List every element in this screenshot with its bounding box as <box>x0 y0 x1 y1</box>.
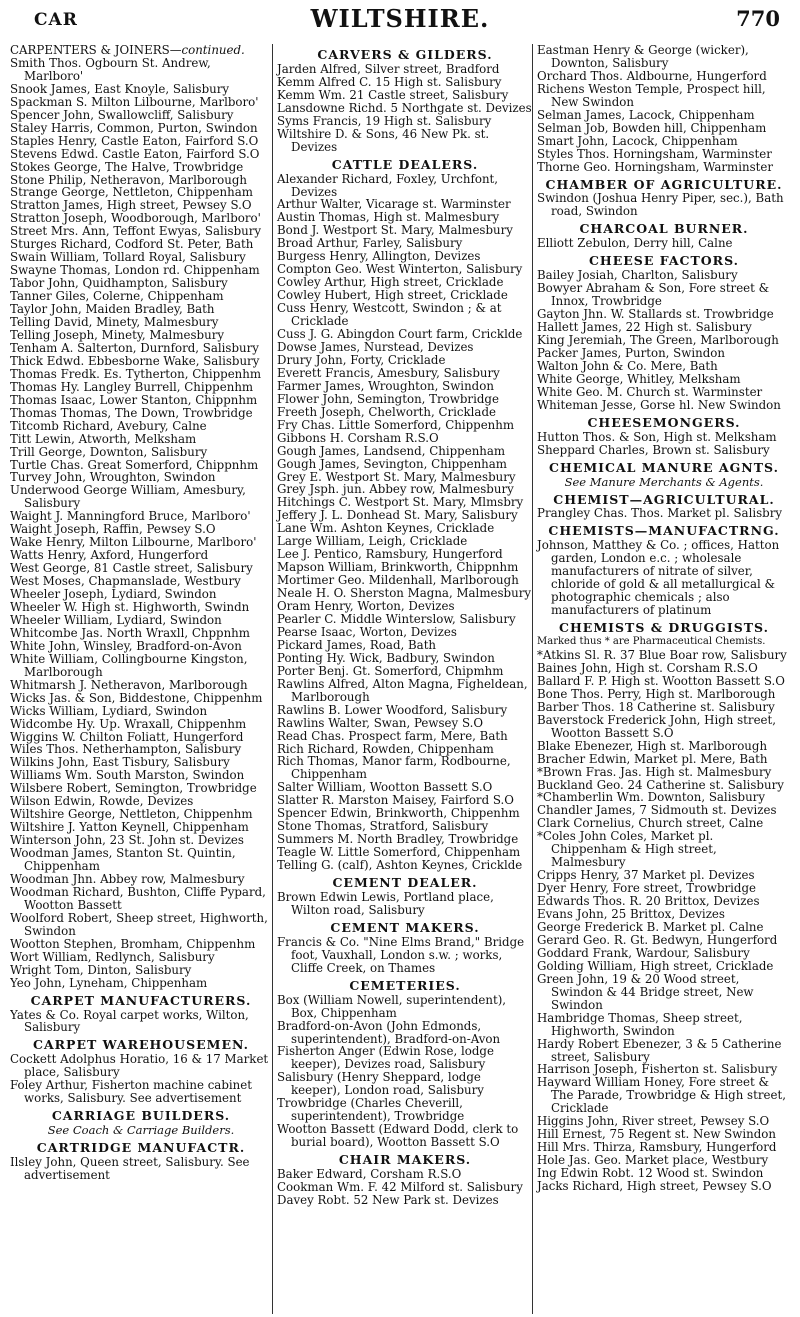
directory-entry: Hill Mrs. Thirza, Ramsbury, Hungerford <box>537 1140 777 1155</box>
directory-entry: Broad Arthur, Farley, Salisbury <box>277 236 463 251</box>
directory-entry: Rawlins Walter, Swan, Pewsey S.O <box>277 715 484 730</box>
directory-entry: Hallett James, 22 High st. Salisbury <box>537 320 752 335</box>
directory-entry: Salisbury (Henry Sheppard, lodge keeper), London road, Salisbury <box>277 1070 484 1098</box>
directory-entry: Wilsbere Robert, Semington, Trowbridge <box>10 781 257 796</box>
directory-entry: Woodman James, Stanton St. Quintin, Chippenham <box>10 846 236 874</box>
directory-entry: Prangley Chas. Thos. Market pl. Salisbry <box>537 506 783 521</box>
directory-entry: Alexander Richard, Foxley, Urchfont, Devizes <box>277 171 499 199</box>
directory-entry: Widcombe Hy. Up. Wraxall, Chippenhm <box>10 716 247 731</box>
directory-entry: Neale H. O. Sherston Magna, Malmesbury <box>277 586 532 601</box>
directory-entry: Wilson Edwin, Rowde, Devizes <box>10 794 194 809</box>
directory-entry: Goddard Frank, Wardour, Salisbury <box>537 945 750 960</box>
directory-entry: Wheeler William, Lydiard, Swindon <box>10 612 222 627</box>
directory-entry: Gough James, Landsend, Chippenham <box>277 443 506 458</box>
directory-entry: Hardy Robert Ebenezer, 3 & 5 Catherine street, Salisbury <box>537 1036 782 1064</box>
section-heading: CHEMISTS—MANUFACTRNG. <box>548 523 780 539</box>
directory-entry: Thomas Thomas, The Down, Trowbridge <box>10 405 253 420</box>
directory-entry: Cowley Hubert, High street, Cricklade <box>277 288 508 303</box>
directory-entry: Baker Edward, Corsham R.S.O <box>277 1167 462 1182</box>
directory-entry: Selman Job, Bowden hill, Chippenham <box>537 120 767 135</box>
directory-entry: Whitcombe Jas. North Wraxll, Chppnhm <box>10 625 250 640</box>
directory-entry: Fry Chas. Little Somerford, Chippenhm <box>277 417 515 432</box>
directory-entry: White John, Winsley, Bradford-on-Avon <box>10 638 242 653</box>
directory-entry: Street Mrs. Ann, Teffont Ewyas, Salisbury <box>10 224 262 239</box>
directory-entry: Brown Edwin Lewis, Portland place, Wilton road, Salisbury <box>277 890 494 917</box>
directory-entry: Higgins John, River street, Pewsey S.O <box>537 1114 770 1129</box>
directory-entry: Underwood George William, Amesbury, Salisbury <box>10 483 246 511</box>
directory-entry: Large William, Leigh, Cricklade <box>277 534 468 549</box>
section-heading: CHAIR MAKERS. <box>338 1152 472 1168</box>
section-heading: CHAMBER OF AGRICULTURE. <box>545 176 783 192</box>
directory-entry: Grey E. Westport St. Mary, Malmesbury <box>277 469 516 484</box>
directory-entry: Walton John & Co. Mere, Bath <box>537 358 718 373</box>
directory-entry: Jacks Richard, High street, Pewsey S.O <box>537 1179 772 1194</box>
directory-entry: Stone Philip, Netheravon, Marlborough <box>10 172 247 187</box>
directory-entry: Gibbons H. Corsham R.S.O <box>277 430 439 445</box>
directory-entry: Wiggins W. Chilton Foliatt, Hungerford <box>10 729 244 744</box>
directory-entry: Thomas Isaac, Lower Stanton, Chippnhm <box>10 392 258 407</box>
directory-entry: Box (William Nowell, superintendent), Box, Chippenham <box>277 992 507 1020</box>
directory-entry: Wiltshire D. & Sons, 46 New Pk. st. Devizes <box>277 126 490 154</box>
directory-entry: Wilkins John, East Tisbury, Salisbury <box>10 755 230 770</box>
section-heading: CHEMISTS & DRUGGISTS. <box>559 620 769 636</box>
directory-entry: Yates & Co. Royal carpet works, Wilton, Salisbury <box>10 1007 249 1035</box>
directory-entry: Packer James, Purton, Swindon <box>537 345 725 360</box>
directory-entry: Blake Ebenezer, High st. Marlborough <box>537 738 768 753</box>
directory-entry: Summers M. North Bradley, Trowbridge <box>277 832 519 847</box>
directory-entry: White George, Whitley, Melksham <box>537 371 741 386</box>
directory-entry: Johnson, Matthey & Co. ; offices, Hatton garden, London e.c. ; wholesale manufacturers of nitrate of silver, chloride of gold & all metallurgical & photographic chemicals ; also manufacturers of platinum <box>537 538 780 618</box>
directory-entry: Farmer James, Wroughton, Swindon <box>277 378 494 393</box>
directory-entry: Lane Wm. Ashton Keynes, Cricklade <box>277 521 495 536</box>
section-heading: CARPET MANUFACTURERS. <box>30 992 252 1008</box>
directory-entry: King Jeremiah, The Green, Marlborough <box>537 333 779 348</box>
directory-entry: Wake Henry, Milton Lilbourne, Marlboro' <box>10 535 257 550</box>
section-heading: CEMETERIES. <box>349 977 461 993</box>
running-head-left: CAR <box>34 10 78 30</box>
directory-entry: Wicks William, Lydiard, Swindon <box>10 703 208 718</box>
directory-entry: Salter William, Wootton Bassett S.O <box>277 780 493 795</box>
directory-entry: Trowbridge (Charles Cheverill, superintendent), Trowbridge <box>277 1096 465 1124</box>
directory-entry: Freeth Joseph, Chelworth, Cricklade <box>277 404 496 419</box>
directory-entry: Tanner Giles, Colerne, Chippenham <box>10 289 224 304</box>
directory-entry: Bowyer Abraham & Son, Fore street & Innox, Trowbridge <box>537 281 770 309</box>
directory-entry: Baines John, High st. Corsham R.S.O <box>537 660 758 675</box>
directory-entry: Clark Cornelius, Church street, Calne <box>537 816 764 831</box>
directory-entry: *Brown Fras. Jas. High st. Malmesbury <box>537 764 772 779</box>
directory-entry: Cockett Adolphus Horatio, 16 & 17 Market place, Salisbury <box>10 1052 269 1080</box>
directory-entry: Green John, 19 & 20 Wood street, Swindon & 44 Bridge street, New Swindon <box>537 971 754 1012</box>
directory-entry: Dowse James, Nurstead, Devizes <box>277 339 474 354</box>
directory-entry: Wootton Stephen, Bromham, Chippenhm <box>10 936 256 951</box>
directory-entry: Staples Henry, Castle Eaton, Fairford S.O <box>10 133 259 148</box>
directory-entry: Everett Francis, Amesbury, Salisbury <box>277 365 500 380</box>
directory-entry: Smart John, Lacock, Chippenham <box>537 133 738 148</box>
directory-entry: Telling Joseph, Minety, Malmesbury <box>10 327 224 342</box>
directory-entry: Foley Arthur, Fisherton machine cabinet works, Salisbury. See advertisement <box>10 1078 252 1106</box>
directory-entry: Spackman S. Milton Lilbourne, Marlboro' <box>10 94 259 109</box>
directory-entry: Wootton Bassett (Edward Dodd, clerk to burial board), Wootton Bassett S.O <box>277 1122 519 1150</box>
directory-entry: Waight J. Manningford Bruce, Marlboro' <box>10 509 251 524</box>
directory-entry: Bond J. Westport St. Mary, Malmesbury <box>277 223 513 238</box>
section-heading: CHEESE FACTORS. <box>588 253 740 269</box>
directory-entry: White Geo. M. Church st. Warminster <box>537 384 763 399</box>
directory-entry: Cripps Henry, 37 Market pl. Devizes <box>537 868 755 883</box>
directory-entry: Swain William, Tollard Royal, Salisbury <box>10 250 246 265</box>
directory-entry: Wright Tom, Dinton, Salisbury <box>10 962 192 977</box>
directory-entry: Staley Harris, Common, Purton, Swindon <box>10 120 258 135</box>
directory-entry: Edwards Thos. R. 20 Brittox, Devizes <box>537 894 760 909</box>
directory-entry: Watts Henry, Axford, Hungerford <box>10 548 209 563</box>
directory-entry: Thomas Hy. Langley Burrell, Chippenhm <box>10 379 254 394</box>
directory-entry: Waight Joseph, Raffin, Pewsey S.O <box>10 522 216 537</box>
directory-entry: Wheeler Joseph, Lydiard, Swindon <box>10 587 217 602</box>
directory-entry: Woodman Richard, Bushton, Cliffe Pypard, Wootton Bassett <box>10 884 266 912</box>
directory-entry: Kemm Alfred C. 15 High st. Salisbury <box>277 74 502 89</box>
directory-entry: Eastman Henry & George (wicker), Downton, Salisbury <box>537 44 749 70</box>
directory-entry: Elliott Zebulon, Derry hill, Calne <box>537 236 733 251</box>
directory-entry: Harrison Joseph, Fisherton st. Salisbury <box>537 1062 778 1077</box>
directory-entry: Drury John, Forty, Cricklade <box>277 352 446 367</box>
directory-entry: Stevens Edwd. Castle Eaton, Fairford S.O <box>10 146 260 161</box>
directory-entry: Spencer Edwin, Brinkworth, Chippenhm <box>277 806 520 821</box>
directory-entry: Titt Lewin, Atworth, Melksham <box>10 431 197 446</box>
directory-entry: Swindon (Joshua Henry Piper, sec.), Bath road, Swindon <box>537 191 784 219</box>
directory-entry: Slatter R. Marston Maisey, Fairford S.O <box>277 793 514 808</box>
directory-entry: Read Chas. Prospect farm, Mere, Bath <box>277 728 508 743</box>
directory-entry: Bone Thos. Perry, High st. Marlborough <box>537 686 776 701</box>
directory-entry: Pearse Isaac, Worton, Devizes <box>277 624 457 639</box>
directory-entry: Dyer Henry, Fore street, Trowbridge <box>537 881 757 896</box>
directory-entry: Bradford-on-Avon (John Edmonds, superintendent), Bradford-on-Avon <box>277 1018 501 1046</box>
directory-entry: Bracher Edwin, Market pl. Mere, Bath <box>537 751 768 766</box>
directory-entry: Wheeler W. High st. Highworth, Swindn <box>10 599 250 614</box>
directory-entry: West George, 81 Castle street, Salisbury <box>10 561 253 576</box>
directory-entry: Thorne Geo. Horningsham, Warminster <box>537 159 774 174</box>
directory-entry: Sheppard Charles, Brown st. Salisbury <box>537 442 770 457</box>
directory-entry: Austin Thomas, High st. Malmesbury <box>277 210 500 225</box>
directory-entry: Woolford Robert, Sheep street, Highworth, Swindon <box>10 910 268 938</box>
section-heading: CEMENT MAKERS. <box>330 919 480 935</box>
directory-entry: Titcomb Richard, Avebury, Calne <box>10 418 207 433</box>
directory-entry: Rich Thomas, Manor farm, Rodbourne, Chippenham <box>277 754 511 782</box>
section-heading: CHEMIST—AGRICULTURAL. <box>553 491 775 507</box>
directory-entry: Bailey Josiah, Charlton, Salisbury <box>537 268 738 283</box>
directory-entry: White William, Collingbourne Kingston, Marlborough <box>10 651 248 679</box>
directory-entry: Snook James, East Knoyle, Salisbury <box>10 81 230 96</box>
section-note: Marked thus * are Pharmaceutical Chemists. <box>537 636 766 648</box>
directory-entry: *Atkins Sl. R. 37 Blue Boar row, Salisbury <box>537 647 787 662</box>
directory-entry: Tabor John, Quidhampton, Salisbury <box>10 276 228 291</box>
directory-entry: Lansdowne Richd. 5 Northgate st. Devizes <box>277 100 532 115</box>
directory-entry: Woodman Jhn. Abbey row, Malmesbury <box>10 872 245 886</box>
directory-entry: Teagle W. Little Somerford, Chippenham <box>277 845 521 860</box>
directory-entry: *Coles John Coles, Market pl. Chippenham & High street, Malmesbury <box>537 829 717 870</box>
directory-entry: Williams Wm. South Marston, Swindon <box>10 768 245 783</box>
section-heading: CARTRIDGE MANUFACTR. <box>36 1140 246 1156</box>
directory-entry: Davey Robt. 52 New Park st. Devizes <box>277 1192 499 1207</box>
directory-entry: West Moses, Chapmanslade, Westbury <box>10 574 241 589</box>
directory-entry: Chandler James, 7 Sidmouth st. Devizes <box>537 803 777 818</box>
directory-entry: Wiltshire J. Yatton Keynell, Chippenham <box>10 820 249 835</box>
directory-entry: Lee J. Pentico, Ramsbury, Hungerford <box>277 547 503 562</box>
directory-entry: Stratton Joseph, Woodborough, Marlboro' <box>10 211 261 226</box>
directory-entry: Selman James, Lacock, Chippenham <box>537 107 755 122</box>
directory-entry: Rawlins Alfred, Alton Magna, Figheldean, Marlborough <box>277 676 528 704</box>
directory-entry: Hambridge Thomas, Sheep street, Highworth, Swindon <box>537 1010 743 1038</box>
directory-entry: Oram Henry, Worton, Devizes <box>277 599 455 614</box>
directory-entry: Styles Thos. Horningsham, Warminster <box>537 146 772 161</box>
directory-entry: Cowley Arthur, High street, Cricklade <box>277 275 504 290</box>
directory-entry: George Frederick B. Market pl. Calne <box>537 920 764 934</box>
directory-entry: Cuss Henry, Westcott, Swindon ; & at Cricklade <box>277 301 502 329</box>
column-1 <box>10 44 272 1314</box>
directory-entry: Thick Edwd. Ebbesborne Wake, Salisbury <box>10 353 260 368</box>
directory-entry: Taylor John, Maiden Bradley, Bath <box>10 302 215 317</box>
directory-entry: Francis & Co. "Nine Elms Brand," Bridge foot, Vauxhall, London s.w. ; works, Cliffe Creek, on Thames <box>277 934 525 975</box>
directory-entry: Hayward William Honey, Fore street & The Parade, Trowbridge & High street, Cricklade <box>537 1075 786 1116</box>
directory-entry: Wort William, Redlynch, Salisbury <box>10 949 215 964</box>
directory-entry: Rawlins B. Lower Woodford, Salisbury <box>277 702 508 717</box>
directory-entry: Tenham A. Salterton, Durnford, Salisbury <box>10 340 259 355</box>
directory-entry: Whiteman Jesse, Gorse hl. New Swindon <box>537 397 781 412</box>
directory-entry: Baverstock Frederick John, High street, Wootton Bassett S.O <box>537 712 777 740</box>
directory-entry: Compton Geo. West Winterton, Salisbury <box>277 262 523 277</box>
directory-entry: Turvey John, Wroughton, Swindon <box>10 470 216 485</box>
directory-entry: Pearler C. Middle Winterslow, Salisbury <box>277 611 516 626</box>
directory-entry: Jeffery J. L. Donhead St. Mary, Salisbury <box>277 508 518 523</box>
directory-entry: Ponting Hy. Wick, Badbury, Swindon <box>277 650 495 665</box>
column-2 <box>272 44 533 1314</box>
page-title: WILTSHIRE. <box>310 4 490 33</box>
directory-entry: Gough James, Sevington, Chippenham <box>277 456 507 471</box>
cross-reference: See Manure Merchants & Agents. <box>564 474 764 489</box>
directory-entry: Flower John, Semington, Trowbridge <box>277 391 499 406</box>
directory-entry: Turtle Chas. Great Somerford, Chippnhm <box>10 457 259 472</box>
directory-entry: Cuss J. G. Abingdon Court farm, Cricklde <box>277 327 523 342</box>
continued-label: continued. <box>181 44 245 57</box>
directory-entry: Telling David, Minety, Malmesbury <box>10 315 219 330</box>
directory-entry: Thomas Fredk. Es. Tytherton, Chippenhm <box>10 366 262 381</box>
page-number: 770 <box>736 6 780 31</box>
section-heading: CHARCOAL BURNER. <box>579 221 749 237</box>
directory-entry: Arthur Walter, Vicarage st. Warminster <box>277 197 511 212</box>
directory-entry: Sturges Richard, Codford St. Peter, Bath <box>10 237 254 252</box>
section-heading: CARPET WAREHOUSEMEN. <box>33 1037 249 1053</box>
section-heading: CHEESEMONGERS. <box>587 414 741 430</box>
section-heading: CHEMICAL MANURE AGNTS. <box>549 459 779 475</box>
directory-entry: Ilsley John, Queen street, Salisbury. See advertisement <box>10 1155 250 1183</box>
directory-entry: Wiltshire George, Nettleton, Chippenhm <box>10 807 253 822</box>
directory-entry: Porter Benj. Gt. Somerford, Chipmhm <box>277 663 504 678</box>
directory-entry: Gerard Geo. R. Gt. Bedwyn, Hungerford <box>537 932 778 947</box>
page-header <box>0 0 800 44</box>
directory-entry: Burgess Henry, Allington, Devizes <box>277 249 481 264</box>
directory-entry: Syms Francis, 19 High st. Salisbury <box>277 113 492 128</box>
directory-entry: Jarden Alfred, Silver street, Bradford <box>277 61 500 76</box>
directory-entry: Evans John, 25 Brittox, Devizes <box>537 907 725 922</box>
directory-entry: Hitchings C. Westport St. Mary, Mlmsbry <box>277 495 524 510</box>
directory-entry: *Chamberlin Wm. Downton, Salisbury <box>537 790 765 805</box>
column-3 <box>532 44 791 1314</box>
directory-entry: Hole Jas. Geo. Market place, Westbury <box>537 1153 769 1168</box>
section-heading: CEMENT DEALER. <box>332 875 478 891</box>
directory-entry: Orchard Thos. Aldbourne, Hungerford <box>537 68 767 83</box>
directory-entry: Ballard F. P. High st. Wootton Bassett S.O <box>537 673 785 688</box>
directory-entry: Stratton James, High street, Pewsey S.O <box>10 198 252 213</box>
directory-entry: Grey Jsph. jun. Abbey row, Malmesbury <box>277 482 514 497</box>
cross-reference: See Coach & Carriage Builders. <box>47 1123 235 1138</box>
section-heading: CATTLE DEALERS. <box>331 156 479 172</box>
section-heading: CARVERS & GILDERS. <box>317 47 493 62</box>
directory-entry: Gayton Jhn. W. Stallards st. Trowbridge <box>537 307 774 322</box>
directory-entry: Ing Edwin Robt. 12 Wood st. Swindon <box>537 1166 764 1181</box>
directory-entry: Golding William, High street, Cricklade <box>537 958 774 973</box>
directory-entry: Wiles Thos. Netherhampton, Salisbury <box>10 742 242 757</box>
directory-entry: Buckland Geo. 24 Catherine st. Salisbury <box>537 777 784 792</box>
directory-entry: Winterson John, 23 St. John st. Devizes <box>10 833 244 848</box>
directory-entry: Stokes George, The Halve, Trowbridge <box>10 159 244 174</box>
directory-entry: Pickard James, Road, Bath <box>277 637 437 652</box>
directory-entry: Fisherton Anger (Edwin Rose, lodge keeper), Devizes road, Salisbury <box>277 1044 494 1072</box>
section-continued-heading <box>10 44 272 57</box>
directory-entry: Yeo John, Lyneham, Chippenham <box>10 975 208 990</box>
directory-entry: Whitmarsh J. Netheravon, Marlborough <box>10 677 248 692</box>
directory-entry: Trill George, Downton, Salisbury <box>10 444 208 459</box>
directory-entry: Rich Richard, Rowden, Chippenham <box>277 741 494 756</box>
directory-entry: Barber Thos. 18 Catherine st. Salisbury <box>537 699 775 714</box>
directory-entry: Wicks Jas. & Son, Biddestone, Chippenhm <box>10 690 263 705</box>
section-title: CARPENTERS & JOINERS— <box>10 44 182 57</box>
directory-entry: Hutton Thos. & Son, High st. Melksham <box>537 429 777 444</box>
directory-entry: Kemm Wm. 21 Castle street, Salisbury <box>277 87 509 102</box>
directory-entry: Smith Thos. Ogbourn St. Andrew, Marlboro' <box>10 55 211 83</box>
directory-entry: Mapson William, Brinkworth, Chippnhm <box>277 560 519 575</box>
directory-entry: Mortimer Geo. Mildenhall, Marlborough <box>277 573 519 588</box>
directory-entry: Telling G. (calf), Ashton Keynes, Cricklde <box>277 858 523 873</box>
directory-entry: Hill Ernest, 75 Regent st. New Swindon <box>537 1127 776 1142</box>
directory-entry: Richens Weston Temple, Prospect hill, New Swindon <box>537 81 766 109</box>
section-heading: CARRIAGE BUILDERS. <box>51 1108 231 1124</box>
directory-entry: Spencer John, Swallowcliff, Salisbury <box>10 107 234 122</box>
directory-entry: Cookman Wm. F. 42 Milford st. Salisbury <box>277 1180 523 1195</box>
directory-entry: Stone Thomas, Stratford, Salisbury <box>277 819 489 834</box>
directory-entry: Swayne Thomas, London rd. Chippenham <box>10 263 260 278</box>
directory-entry: Strange George, Nettleton, Chippenham <box>10 185 253 200</box>
